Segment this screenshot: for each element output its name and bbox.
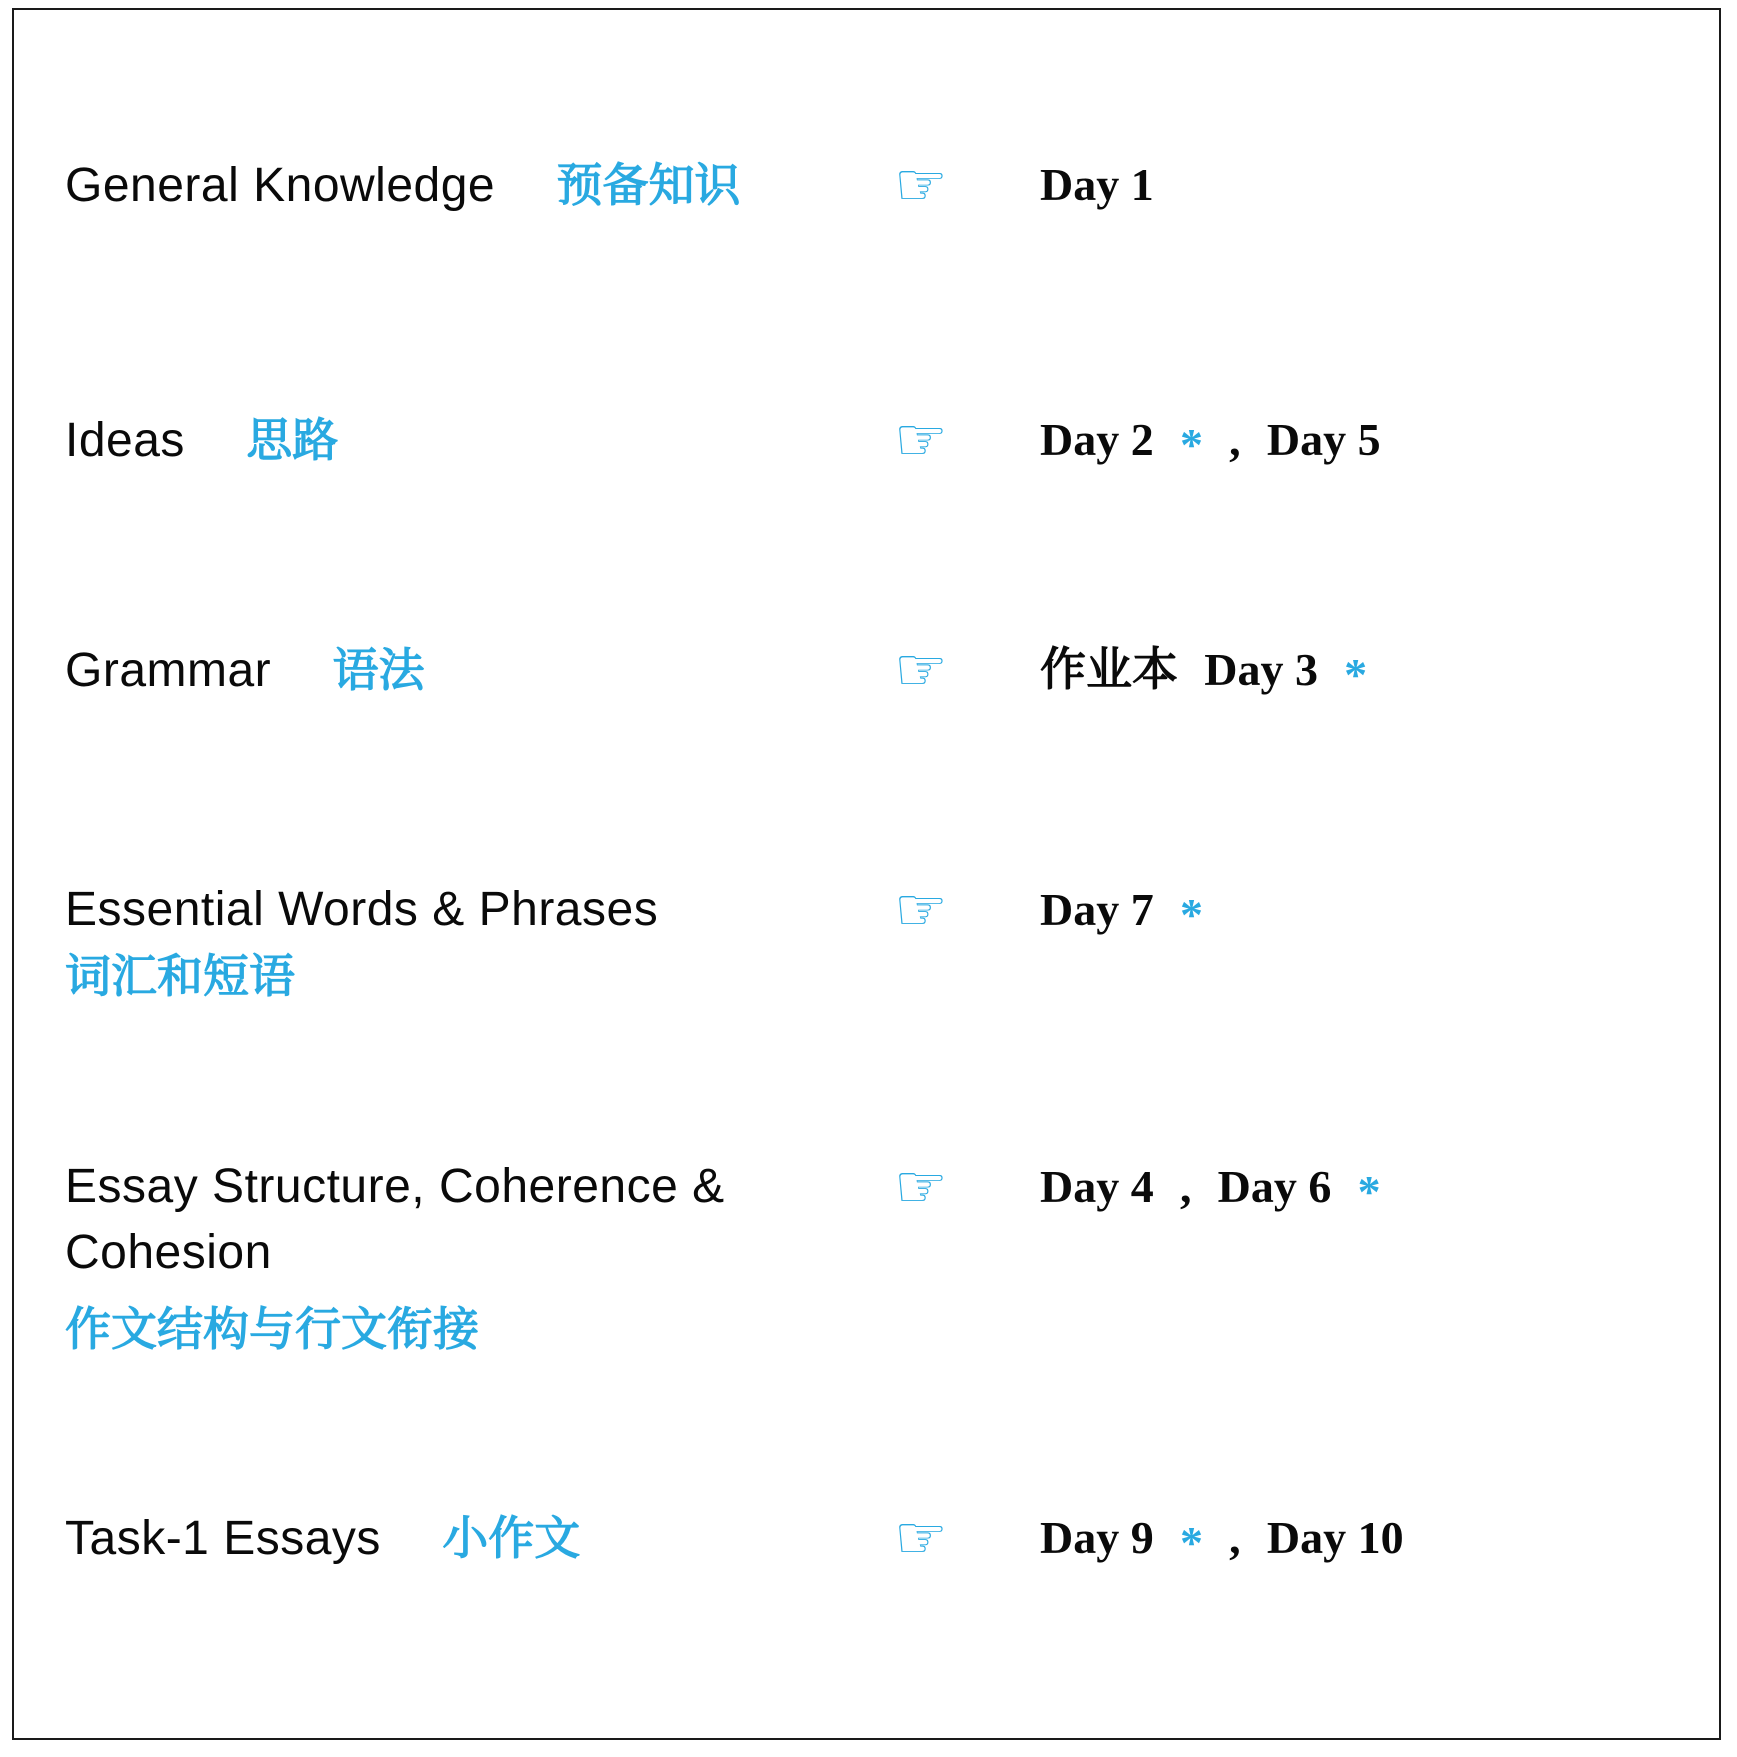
comma: , [1229, 414, 1241, 465]
schedule-row-task1-essays [65, 1503, 1707, 1573]
asterisk-marker: * [1179, 1516, 1203, 1568]
topic-label [65, 638, 855, 703]
asterisk-marker: * [1357, 1165, 1381, 1217]
day-text: Day 2 [1040, 414, 1154, 465]
topic-title-en: Grammar [65, 644, 272, 697]
day-text: Day 3 [1204, 644, 1318, 695]
day-text: Day 9 [1040, 1512, 1154, 1563]
day-text: Day 5 [1266, 414, 1381, 465]
schedule-row-general-knowledge [65, 150, 1707, 220]
topic-title-zh: 语法 [332, 644, 425, 696]
day-assignment [1040, 878, 1203, 942]
day-text: Day 1 [1040, 159, 1154, 210]
asterisk-marker: * [1179, 418, 1203, 470]
topic-title-zh: 小作文 [442, 1512, 581, 1564]
topic-title-zh: 预备知识 [556, 159, 741, 211]
day-assignment [1040, 153, 1154, 217]
topic-label [65, 1155, 855, 1361]
topic-label [65, 878, 855, 1008]
comma: , [1179, 1161, 1192, 1212]
day-assignment [1040, 1506, 1404, 1570]
topic-title-zh: 思路 [246, 414, 339, 466]
pointing-hand-icon: ☞ [894, 1503, 948, 1573]
pointing-hand-icon: ☞ [894, 150, 948, 220]
day-text: Day 6 [1217, 1161, 1332, 1212]
pointing-hand-icon: ☞ [894, 875, 948, 945]
topic-title-en: Essential Words & Phrases [65, 883, 659, 936]
topic-label [65, 1506, 855, 1571]
schedule-row-ideas [65, 405, 1707, 475]
day-text: Day 4 [1040, 1161, 1154, 1212]
topic-title-en: General Knowledge [65, 159, 496, 212]
topic-title-en: Ideas [65, 414, 185, 467]
schedule-row-essay-structure [65, 1152, 1707, 1361]
day-assignment [1040, 638, 1367, 702]
topic-label [65, 153, 855, 218]
pointing-hand-icon: ☞ [894, 635, 948, 705]
pointing-hand-icon: ☞ [894, 405, 948, 475]
pointing-hand-icon: ☞ [894, 1152, 948, 1222]
day-text: Day 7 [1040, 884, 1154, 935]
topic-label [65, 408, 855, 473]
topic-title-en: Essay Structure, Coherence & [65, 1160, 725, 1213]
day-text: Day 10 [1266, 1512, 1404, 1563]
schedule-row-grammar [65, 635, 1707, 705]
page-border [12, 8, 1721, 1740]
topic-title-en-line2: Cohesion [65, 1226, 272, 1279]
asterisk-marker: * [1179, 888, 1203, 940]
asterisk-marker: * [1344, 648, 1368, 700]
day-assignment [1040, 1155, 1381, 1219]
topic-title-zh: 作文结构与行文衔接 [65, 1303, 479, 1355]
workbook-text-zh: 作业本 [1040, 644, 1178, 695]
topic-title-zh: 词汇和短语 [65, 950, 295, 1002]
day-assignment [1040, 408, 1381, 472]
comma: , [1229, 1512, 1241, 1563]
topic-title-en: Task-1 Essays [65, 1512, 381, 1565]
schedule-row-essential-words [65, 875, 1707, 1008]
